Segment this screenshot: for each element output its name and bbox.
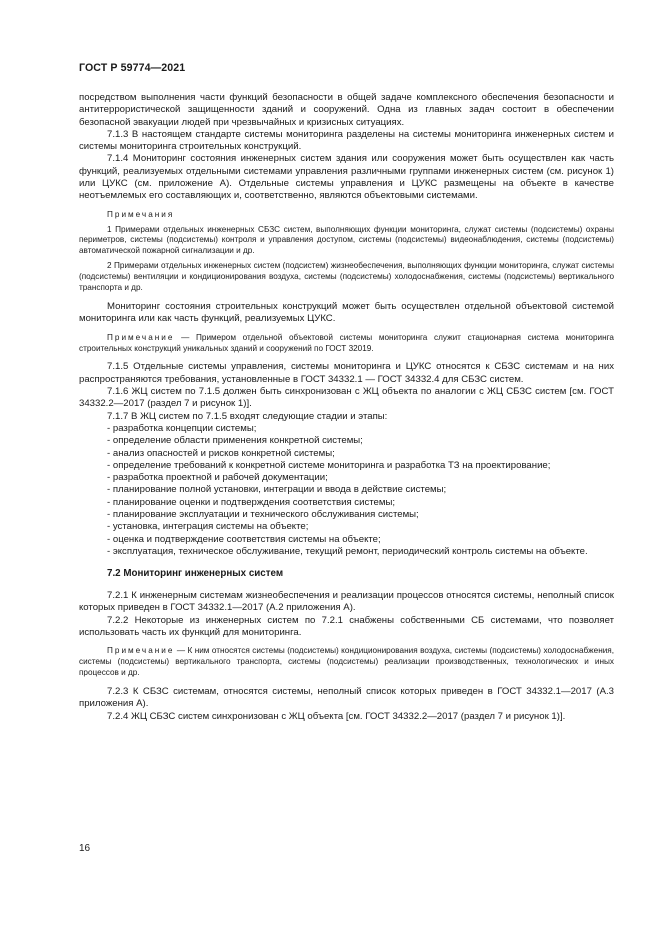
list-item: - определение требований к конкретной системе мониторинга и разработка ТЗ на проектирование; bbox=[107, 459, 551, 471]
list-item: - анализ опасностей и рисков конкретной системы; bbox=[107, 447, 335, 459]
list-item: - разработка проектной и рабочей документации; bbox=[107, 472, 328, 484]
note-1: 1 Примерами отдельных инженерных СБЗС систем, выполняющих функции мониторинга, служат системы (подсистемы) охраны периметров, системы (подсистемы) контроля и управления доступом, системы (подсистемы) видеонаблюдения, системы (подсистемы) автоматической пожарной сигнализации и др. bbox=[79, 224, 614, 256]
paragraph-7-2-1: 7.2.1 К инженерным системам жизнеобеспечения и реализации процессов относятся системы, неполный список которых приведен в ГОСТ 34332.1—2017 (А.2 приложения А). bbox=[79, 590, 614, 614]
note-2: 2 Примерами отдельных инженерных систем (подсистем) жизнеобеспечения, выполняющих функции мониторинга, служат системы (подсистемы) вентиляции и кондиционирования воздуха, системы (подсистемы) холодоснабжения, системы (подсистемы) вертикального транспорта и др. bbox=[79, 261, 614, 293]
note-3-text: — Примером отдельной объектовой системы мониторинга служит стационарная система мониторинга строительных конструкций уникальных зданий и сооружений по ГОСТ 32019. bbox=[79, 332, 614, 353]
paragraph-7-2-4: 7.2.4 ЖЦ СБЗС систем синхронизован с ЖЦ объекта [см. ГОСТ 34332.2—2017 (раздел 7 и рисунок 1)]. bbox=[107, 710, 566, 722]
list-item: - планирование эксплуатации и технического обслуживания системы; bbox=[107, 508, 419, 520]
notes-title bbox=[79, 210, 614, 221]
paragraph-structures-monitoring: Мониторинг состояния строительных конструкций может быть осуществлен отдельной объектовой системой мониторинга или как часть функций, реализуемых ЦУКС. bbox=[79, 301, 614, 325]
paragraph-continuation: посредством выполнения части функций безопасности в общей задаче комплексного обеспечения безопасности и антитеррористической защищенности зданий и сооружений. Одна из главных задач состоит в обеспечении безопасной эвакуации людей при чрезвычайных и кризисных ситуациях. bbox=[79, 92, 614, 128]
paragraph-7-1-4: 7.1.4 Мониторинг состояния инженерных систем здания или сооружения может быть осуществлен как часть функций, реализуемых отдельными системами управления различными группами инженерных систем (см. рисунок 1) или ЦУКС (см. приложение А). Отдельные системы управления и ЦУКС размещены на объекте в качестве неотъемлемых его составляющих и, соответственно, являются объектовыми системами. bbox=[79, 153, 614, 202]
paragraph-7-1-7: 7.1.7 В ЖЦ систем по 7.1.5 входят следующие стадии и этапы: bbox=[107, 410, 388, 422]
page-number: 16 bbox=[79, 843, 91, 854]
stages-list bbox=[79, 423, 614, 558]
notes-title-text: Примечания bbox=[107, 209, 175, 219]
list-item: - установка, интеграция системы на объекте; bbox=[107, 521, 309, 533]
paragraph-7-2-3: 7.2.3 К СБЗС системам, относятся системы, неполный список которых приведен в ГОСТ 34332.1—2017 (А.3 приложения А). bbox=[79, 686, 614, 710]
list-item: - планирование полной установки, интеграции и ввода в действие системы; bbox=[107, 484, 447, 496]
list-item: - определение области применения конкретной системы; bbox=[107, 435, 363, 447]
note-4-text: — К ним относятся системы (подсистемы) кондиционирования воздуха, системы (подсистемы) холодоснабжения, системы (подсистемы) вертикального транспорта, системы (подсистемы) реализации производственных, технологических и иных процессов и др. bbox=[79, 646, 614, 678]
paragraph-7-1-3: 7.1.3 В настоящем стандарте системы мониторинга разделены на системы мониторинга инженерных систем и системы мониторинга строительных конструкций. bbox=[79, 128, 614, 153]
paragraph-7-1-6: 7.1.6 ЖЦ систем по 7.1.5 должен быть синхронизован с ЖЦ объекта по аналогии с ЖЦ СБЗС систем [см. ГОСТ 34332.2—2017 (раздел 7 и рисунок 1)]. bbox=[79, 386, 614, 410]
document-body bbox=[79, 92, 614, 723]
list-item: - эксплуатация, техническое обслуживание, текущий ремонт, периодический контроль системы на объекте. bbox=[107, 545, 588, 557]
paragraph-7-1-5: 7.1.5 Отдельные системы управления, системы мониторинга и ЦУКС относятся к СБЗС системам и на них распространяются требования, установленные в ГОСТ 34332.1 — ГОСТ 34332.4 для СБЗС систем. bbox=[79, 361, 614, 385]
document-code-header: ГОСТ Р 59774—2021 bbox=[79, 62, 186, 74]
list-item: - планирование оценки и подтверждения соответствия системы; bbox=[107, 496, 396, 508]
note-3-label: Примечание bbox=[107, 332, 175, 342]
list-item: - оценка и подтверждение соответствия системы на объекте; bbox=[107, 533, 381, 545]
note-4 bbox=[79, 646, 614, 679]
list-item: - разработка концепции системы; bbox=[107, 422, 257, 434]
section-heading-7-2: 7.2 Мониторинг инженерных систем bbox=[107, 568, 284, 580]
note-3 bbox=[79, 333, 614, 355]
paragraph-7-2-2: 7.2.2 Некоторые из инженерных систем по 7.2.1 снабжены собственными СБ системами, что позволяет использовать часть их функций для мониторинга. bbox=[79, 614, 614, 639]
note-4-label: Примечание bbox=[107, 646, 175, 656]
